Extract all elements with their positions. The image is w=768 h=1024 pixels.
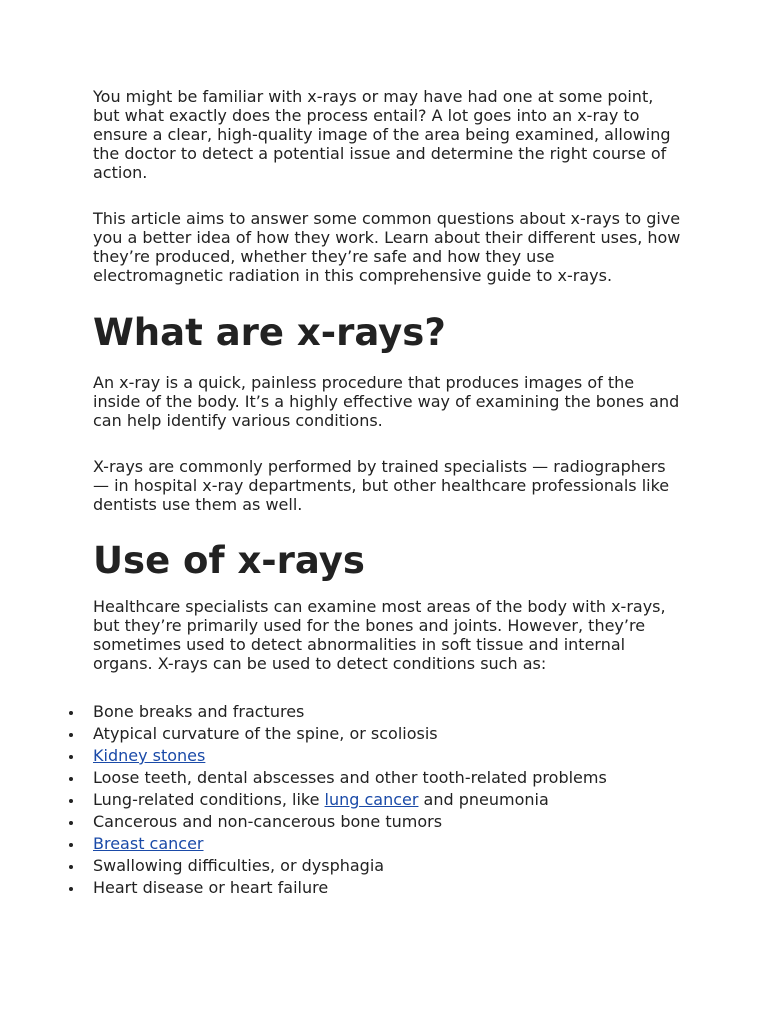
kidney-stones-link[interactable]: Kidney stones bbox=[93, 746, 206, 765]
list-item bbox=[93, 877, 683, 899]
list-item-text: Heart disease or heart failure bbox=[93, 878, 329, 897]
heading-use-of-xrays: Use of x-rays bbox=[93, 539, 365, 582]
list-item bbox=[93, 811, 683, 833]
list-item-text: Swallowing difficulties, or dysphagia bbox=[93, 856, 385, 875]
list-item-text: Loose teeth, dental abscesses and other tooth-related problems bbox=[93, 768, 607, 787]
list-item bbox=[93, 701, 683, 723]
list-item bbox=[93, 789, 683, 811]
list-item bbox=[93, 767, 683, 789]
conditions-list bbox=[93, 701, 683, 899]
lung-cancer-link[interactable]: lung cancer bbox=[324, 790, 419, 809]
what-paragraph-1: An x-ray is a quick, painless procedure that produces images of the inside of the body. It’s a highly effective way of examining the bones and can help identify various conditions. bbox=[93, 373, 680, 430]
list-item-text-after: and pneumonia bbox=[418, 790, 549, 809]
list-item-text: Bone breaks and fractures bbox=[93, 702, 305, 721]
list-item bbox=[93, 833, 683, 855]
breast-cancer-link[interactable]: Breast cancer bbox=[93, 834, 204, 853]
intro-paragraph-1: You might be familiar with x-rays or may have had one at some point, but what exactly does the process entail? A lot goes into an x-ray to ensure a clear, high-quality image of the area being examined, allowing the doctor to detect a potential issue and determine the right course of action. bbox=[93, 87, 671, 182]
heading-what-are-xrays: What are x-rays? bbox=[93, 311, 446, 354]
list-item-text-before: Lung-related conditions, like bbox=[93, 790, 325, 809]
list-item bbox=[93, 745, 683, 767]
list-item-text: Atypical curvature of the spine, or scoliosis bbox=[93, 724, 438, 743]
list-item-text: Cancerous and non-cancerous bone tumors bbox=[93, 812, 443, 831]
use-paragraph-1: Healthcare specialists can examine most areas of the body with x-rays, but they’re primarily used for the bones and joints. However, they’re sometimes used to detect abnormalities in soft tissue and internal organs. X-rays can be used to detect conditions such as: bbox=[93, 597, 666, 673]
intro-paragraph-2: This article aims to answer some common questions about x-rays to give you a better idea of how they work. Learn about their different uses, how they’re produced, whether they’re safe and how they use electromagnetic radiation in this comprehensive guide to x-rays. bbox=[93, 209, 681, 285]
article-body bbox=[93, 87, 683, 899]
list-item bbox=[93, 855, 683, 877]
list-item bbox=[93, 723, 683, 745]
what-paragraph-2: X-rays are commonly performed by trained specialists — radiographers — in hospital x-ray departments, but other healthcare professionals like dentists use them as well. bbox=[93, 457, 670, 514]
